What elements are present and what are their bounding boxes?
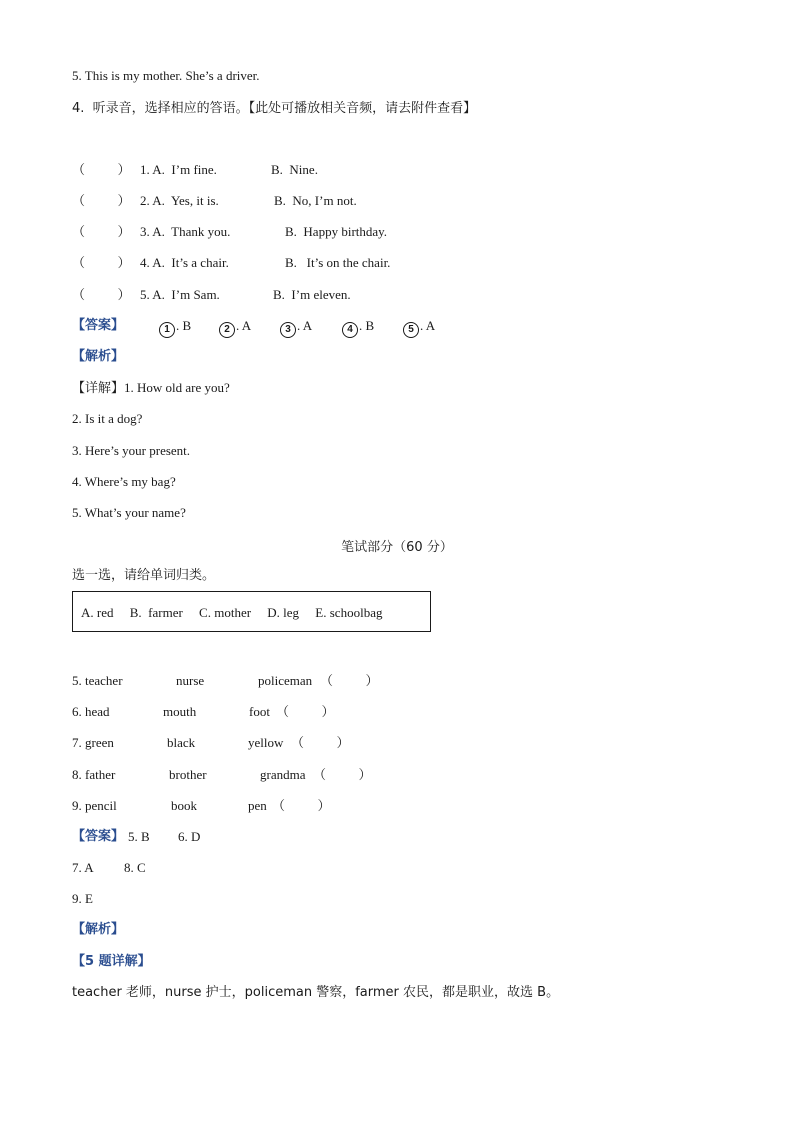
option-a: 4. A. It’s a chair.	[140, 255, 229, 270]
answer-item	[280, 318, 312, 338]
answer-paren: （ ）	[320, 673, 379, 688]
answer-value: 7. A	[72, 860, 94, 875]
word-1: 5. teacher	[72, 673, 123, 688]
option-b: B. I’m eleven.	[273, 287, 351, 302]
answer-item	[159, 318, 191, 338]
option-b: B. It’s on the chair.	[285, 255, 391, 270]
answer-item	[219, 318, 251, 338]
question-5-detail-tag: 【5 题详解】	[72, 954, 151, 969]
word-2: black	[167, 735, 196, 750]
option-b: B. No, I’m not.	[274, 193, 357, 208]
word-2: brother	[169, 767, 207, 782]
answer-item	[403, 318, 435, 338]
word-2: mouth	[163, 704, 197, 719]
detail-line: 5. What’s your name?	[72, 505, 186, 520]
word-options: A. red B. farmer C. mother D. leg E. schoolbag	[81, 605, 383, 620]
instruction: 选一选，请给单词归类。	[72, 568, 216, 583]
analysis-tag: 【解析】	[72, 922, 125, 937]
word-3: pen	[248, 798, 267, 813]
detail-line: 3. Here’s your present.	[72, 443, 191, 458]
answer-paren: （ ）	[313, 767, 372, 782]
detail-line: 4. Where’s my bag?	[72, 474, 176, 489]
detail-line	[72, 380, 230, 397]
answer-paren: （ ）	[272, 798, 331, 813]
option-a: 1. A. I’m fine.	[140, 162, 217, 177]
answer-paren: （ ）	[276, 704, 335, 719]
answer-value: 6. D	[178, 829, 201, 844]
word-3: yellow	[248, 735, 284, 750]
sentence-line: 5. This is my mother. She’s a driver.	[72, 68, 260, 83]
answer-paren: （ ）	[291, 735, 350, 750]
answer-paren: （ ）	[72, 193, 131, 208]
answer-item	[342, 318, 374, 338]
analysis-tag: 【解析】	[72, 349, 125, 364]
circled-number: 2	[219, 322, 235, 338]
answer-value: . B	[359, 318, 375, 333]
question-5-detail-text: teacher 老师，nurse 护士，policeman 警察，farmer 农民，都是职业，故选 B。	[72, 985, 560, 1000]
option-b: B. Nine.	[271, 162, 318, 177]
answer-value: . A	[420, 318, 436, 333]
circled-number: 3	[280, 322, 296, 338]
answer-value: . B	[176, 318, 192, 333]
option-a: 2. A. Yes, it is.	[140, 193, 219, 208]
circled-number: 4	[342, 322, 358, 338]
word-options-box	[72, 591, 431, 632]
answer-value: . A	[236, 318, 252, 333]
detail-line: 2. Is it a dog?	[72, 411, 143, 426]
question-4-heading: 4. 听录音，选择相应的答语。【此处可播放相关音频，请去附件查看】	[72, 101, 477, 116]
answer-paren: （ ）	[72, 287, 131, 302]
word-1: 6. head	[72, 704, 110, 719]
answer-value: 8. C	[124, 860, 146, 875]
detail-tag: 【详解】	[72, 381, 125, 396]
option-b: B. Happy birthday.	[285, 224, 388, 239]
word-1: 8. father	[72, 767, 116, 782]
answer-tag: 【答案】	[72, 318, 125, 333]
word-2: book	[171, 798, 197, 813]
word-3: policeman	[258, 673, 313, 688]
circled-number: 1	[159, 322, 175, 338]
answer-paren: （ ）	[72, 162, 131, 177]
word-2: nurse	[176, 673, 205, 688]
circled-number: 5	[403, 322, 419, 338]
answer-paren: （ ）	[72, 224, 131, 239]
answer-value: 5. B	[128, 829, 150, 844]
answer-tag: 【答案】	[72, 829, 125, 844]
word-3: foot	[249, 704, 270, 719]
answer-value: 9. E	[72, 891, 93, 906]
word-3: grandma	[260, 767, 306, 782]
option-a: 3. A. Thank you.	[140, 224, 231, 239]
word-1: 9. pencil	[72, 798, 117, 813]
answer-paren: （ ）	[72, 255, 131, 270]
option-a: 5. A. I’m Sam.	[140, 287, 220, 302]
answer-value: . A	[297, 318, 313, 333]
word-1: 7. green	[72, 735, 114, 750]
detail-text: 1. How old are you?	[124, 380, 230, 395]
section-title: 笔试部分（60 分）	[341, 540, 453, 555]
